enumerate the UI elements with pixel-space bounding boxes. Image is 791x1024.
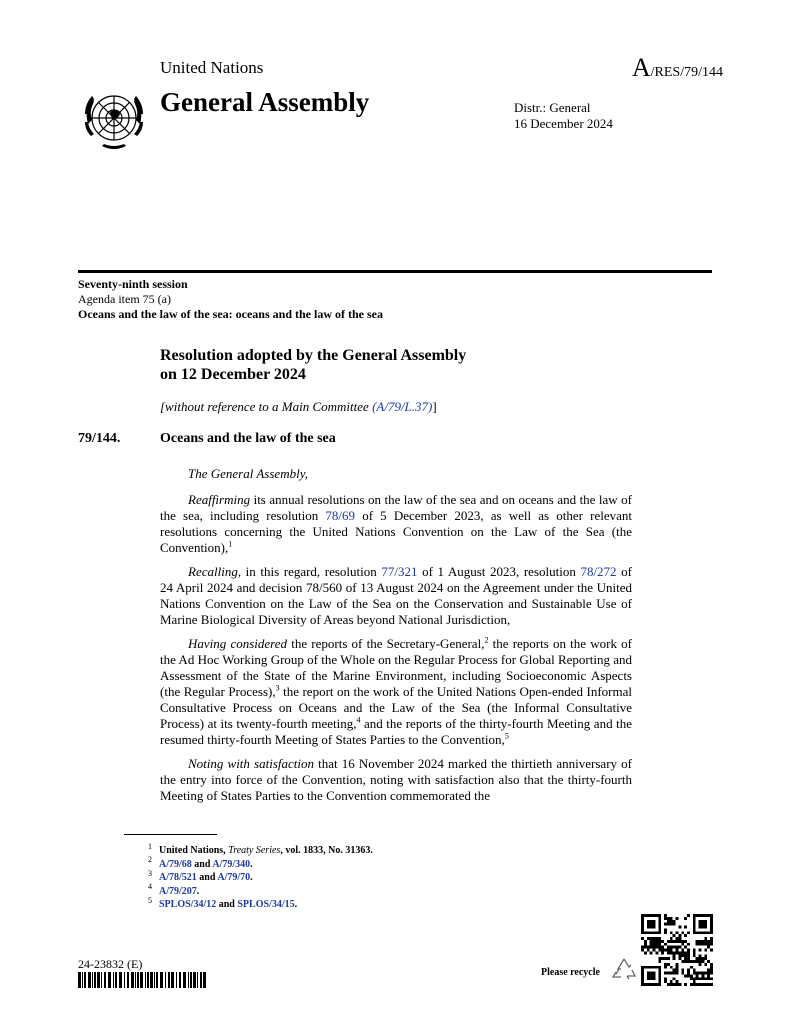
- p2-text1: , in this regard, resolution: [237, 564, 382, 579]
- p1-lead: Reaffirming: [188, 492, 251, 507]
- resolution-name: Oceans and the law of the sea: [160, 431, 336, 446]
- opening-text: The General Assembly,: [188, 466, 308, 481]
- p2-text3: of 24 April 2024 and decision 78/560 of 13 August 2024 on the Agreement under the United Nations Convention on the Law of the Sea on the Conservation and Sustainable Use of Marine Biological Diversity of Areas beyond National Jurisdiction,: [160, 564, 632, 627]
- p3-footnote-ref1: 2: [484, 635, 489, 645]
- footnote-2-and: and: [191, 858, 213, 870]
- p1-footnote-ref: 1: [228, 539, 233, 549]
- footnote-1-italic: Treaty Series: [228, 845, 281, 856]
- footnote-3-end: .: [250, 872, 253, 883]
- p3-footnote-ref2: 3: [275, 683, 280, 693]
- p3-text4: and the reports of the thirty-fourth Meeting and the resumed thirty-fourth Meeting of States Parties to the Convention,: [160, 716, 632, 747]
- issue-date: 16 December 2024: [514, 116, 613, 131]
- resolution-title-line1: Resolution adopted by the General Assembly: [160, 347, 467, 364]
- footnote-5-and: and: [216, 899, 238, 910]
- header-divider: [78, 270, 712, 273]
- paragraph-having-considered: [160, 636, 632, 748]
- resolution-body: [160, 466, 632, 812]
- footnote-1-text-a: United Nations,: [159, 845, 229, 856]
- paragraph-reaffirming: [160, 492, 632, 556]
- agenda-topic: Oceans and the law of the sea: oceans and the law of the sea: [78, 307, 383, 321]
- p1-text1: its annual resolutions on the law of the sea and on oceans and the law of the sea, including resolution: [160, 492, 632, 523]
- footnote-1: $^1$ United Nations, Treaty Series, vol. 1833, No. 31363.: [148, 841, 373, 856]
- un-emblem-icon: [80, 84, 148, 152]
- footnote-5-link1[interactable]: SPLOS/34/12: [159, 899, 217, 910]
- symbol-number: /RES/79/144: [650, 65, 723, 80]
- symbol-letter: A: [631, 53, 651, 82]
- p4-lead: Noting with satisfaction: [188, 756, 314, 771]
- footnote-5-link2[interactable]: SPLOS/34/15: [237, 899, 295, 910]
- p3-text3: the report on the work of the United Nations Open-ended Informal Consultative Process on Oceans and the Law of the Sea (the Informal Consultative Process) at its twenty-fourth meeting,: [160, 684, 632, 731]
- resolution-title: [160, 346, 466, 384]
- p3-text1: the reports of the Secretary-General,: [287, 636, 485, 651]
- footnote-3-link1[interactable]: A/78/521: [159, 872, 197, 883]
- footnote-1-text-b: , vol. 1833, No. 31363.: [280, 845, 373, 856]
- resolution-number: 79/144.: [78, 431, 121, 446]
- footnote-2-link1[interactable]: A/79/68: [159, 858, 192, 870]
- footnote-2: $^2$ A/79/68 and A/79/340.: [148, 855, 253, 870]
- recycle-label: Please recycle: [541, 967, 600, 978]
- paragraph-noting: [160, 756, 632, 804]
- footnote-4-link1[interactable]: A/79/207: [159, 885, 197, 897]
- footnote-3-link2[interactable]: A/79/70: [217, 872, 251, 883]
- distribution-label: Distr.: General: [514, 100, 591, 115]
- committee-reference: [160, 399, 437, 415]
- recycle-icon: [610, 955, 638, 983]
- p2-text2: of 1 August 2023, resolution: [417, 564, 581, 579]
- paragraph-recalling: [160, 564, 632, 628]
- paragraph-opening: [160, 466, 632, 482]
- barcode-icon: [78, 972, 206, 988]
- p3-text2: the reports on the work of the Ad Hoc Working Group of the Whole on the Regular Process for Global Reporting and Assessment of the State of the Marine Environment, including Socioeconomic Aspects (the Regular Process),: [160, 636, 632, 699]
- footnote-5-end: .: [294, 899, 298, 910]
- reference-prefix: [without reference to a Main Committee: [160, 399, 373, 414]
- footnote-2-end: .: [250, 858, 253, 870]
- document-number: 24-23832 (E): [78, 957, 143, 971]
- p2-lead: Recalling: [188, 564, 238, 579]
- agenda-item: Agenda item 75 (a): [78, 292, 171, 306]
- footnote-3-and: and: [196, 872, 218, 883]
- reference-suffix: ]: [432, 399, 437, 414]
- p2-link1[interactable]: 77/321: [381, 564, 418, 579]
- qr-code-icon: [641, 914, 713, 986]
- footnote-4-end: .: [196, 885, 200, 897]
- footnote-5: $^5$ SPLOS/34/12 and SPLOS/34/15.: [148, 895, 298, 910]
- reference-link[interactable]: (A/79/L.37): [372, 399, 433, 414]
- footnotes: [148, 841, 373, 912]
- footnote-3: $^3$ A/78/521 and A/79/70.: [148, 868, 253, 883]
- footnote-divider: [124, 834, 217, 835]
- p3-lead: Having considered: [188, 636, 288, 651]
- p4-text1: that 16 November 2024 marked the thirtieth anniversary of the entry into force of the Convention, noting with satisfaction also that the thirty-fourth Meeting of States Parties to the Convention commemorated the: [160, 756, 632, 803]
- p1-link1[interactable]: 78/69: [325, 508, 356, 523]
- session-title: Seventy-ninth session: [78, 277, 188, 291]
- footnote-2-link2[interactable]: A/79/340: [212, 858, 251, 870]
- p1-text2: of 5 December 2023, as well as other relevant resolutions concerning the United Nations Convention on the Law of the Sea (the Convention),: [160, 508, 632, 555]
- general-assembly-title: General Assembly: [160, 87, 370, 117]
- p3-footnote-ref3: 4: [356, 715, 361, 725]
- p3-footnote-ref4: 5: [504, 731, 509, 741]
- resolution-title-line2: on 12 December 2024: [160, 366, 306, 383]
- distribution-block: [514, 100, 613, 132]
- session-block: [78, 277, 383, 322]
- document-symbol: [632, 53, 723, 83]
- p2-link2[interactable]: 78/272: [580, 564, 617, 579]
- organization-name: United Nations: [160, 58, 264, 77]
- footnote-4: $^4$ A/79/207.: [148, 882, 200, 897]
